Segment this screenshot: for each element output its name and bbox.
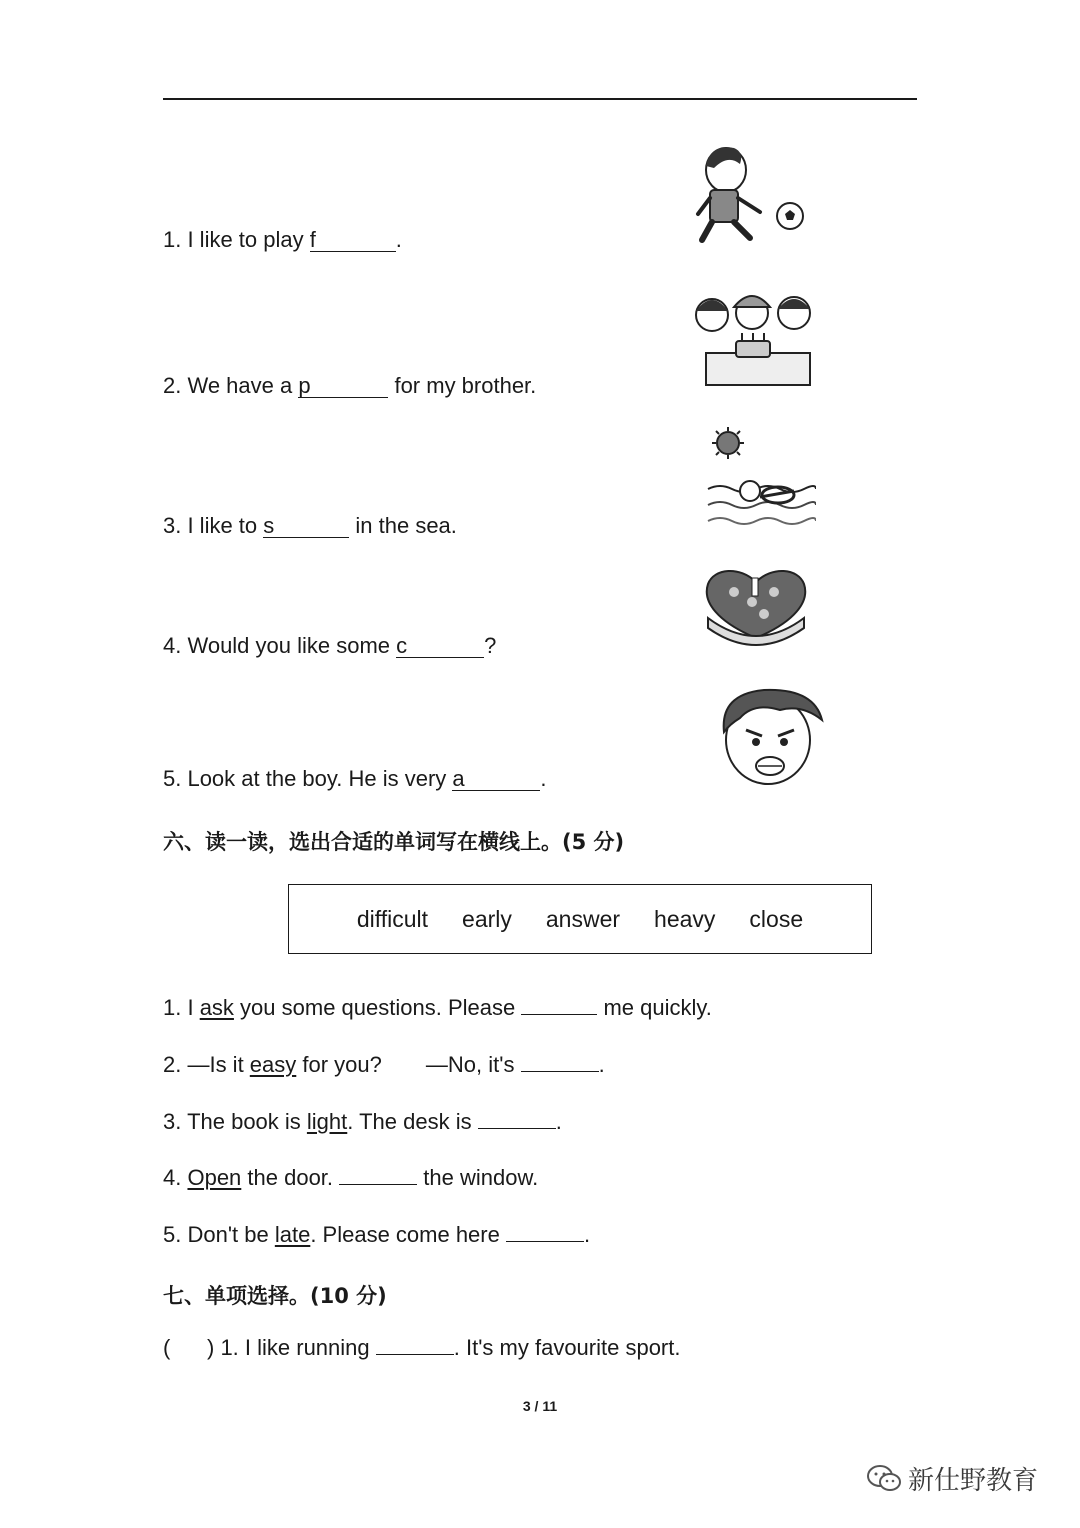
q6-1: 1. I ask you some questions. Please me quickly. bbox=[163, 995, 712, 1020]
section6-heading: 六、读一读，选出合适的单词写在横线上。(5 分) bbox=[163, 830, 625, 854]
q6-2: 2. —Is it easy for you? —No, it's . bbox=[163, 1052, 605, 1077]
q5-2: 2. We have a p for my brother. bbox=[163, 373, 537, 398]
football-boy-picture bbox=[694, 142, 810, 250]
wechat-icon bbox=[866, 1464, 902, 1494]
answer-blank[interactable] bbox=[339, 1184, 417, 1185]
answer-blank[interactable] bbox=[478, 1128, 556, 1129]
answer-blank[interactable]: c bbox=[396, 635, 484, 658]
answer-blank[interactable] bbox=[521, 1014, 597, 1015]
answer-blank[interactable]: f bbox=[310, 229, 396, 252]
q6-4: 4. Open the door. the window. bbox=[163, 1165, 539, 1190]
answer-blank[interactable]: p bbox=[298, 375, 388, 398]
answer-blank[interactable] bbox=[376, 1354, 454, 1355]
swimming-boy-picture bbox=[706, 425, 816, 533]
q5-3: 3. I like to s in the sea. bbox=[163, 513, 457, 538]
word-option: difficult bbox=[356, 905, 429, 932]
word-option: close bbox=[749, 905, 804, 932]
q6-5: 5. Don't be late. Please come here . bbox=[163, 1222, 591, 1247]
word-option: early bbox=[462, 905, 512, 932]
word-option: heavy bbox=[654, 905, 716, 932]
q7-1: ( ) 1. I like running . It's my favourite sport. bbox=[163, 1335, 681, 1360]
watermark: 新仕野教育 bbox=[866, 1460, 1038, 1497]
answer-blank[interactable]: a bbox=[452, 768, 540, 791]
angry-boy-picture bbox=[710, 684, 828, 788]
answer-blank[interactable]: s bbox=[263, 515, 349, 538]
heart-cake-picture bbox=[700, 562, 812, 648]
q6-3: 3. The book is light. The desk is . bbox=[163, 1109, 562, 1134]
answer-blank[interactable] bbox=[521, 1071, 599, 1072]
section7-heading: 七、单项选择。(10 分) bbox=[163, 1284, 387, 1308]
q5-1: 1. I like to play f . bbox=[163, 227, 402, 252]
answer-paren[interactable]: ( ) bbox=[163, 1335, 215, 1360]
answer-blank[interactable] bbox=[506, 1241, 584, 1242]
page-number: 3 / 11 bbox=[522, 1398, 558, 1414]
top-rule bbox=[163, 98, 917, 100]
q5-4: 4. Would you like some c ? bbox=[163, 633, 497, 658]
word-bank bbox=[288, 884, 872, 954]
party-children-picture bbox=[690, 283, 816, 389]
q5-5: 5. Look at the boy. He is very a . bbox=[163, 766, 547, 791]
word-option: answer bbox=[545, 905, 621, 932]
